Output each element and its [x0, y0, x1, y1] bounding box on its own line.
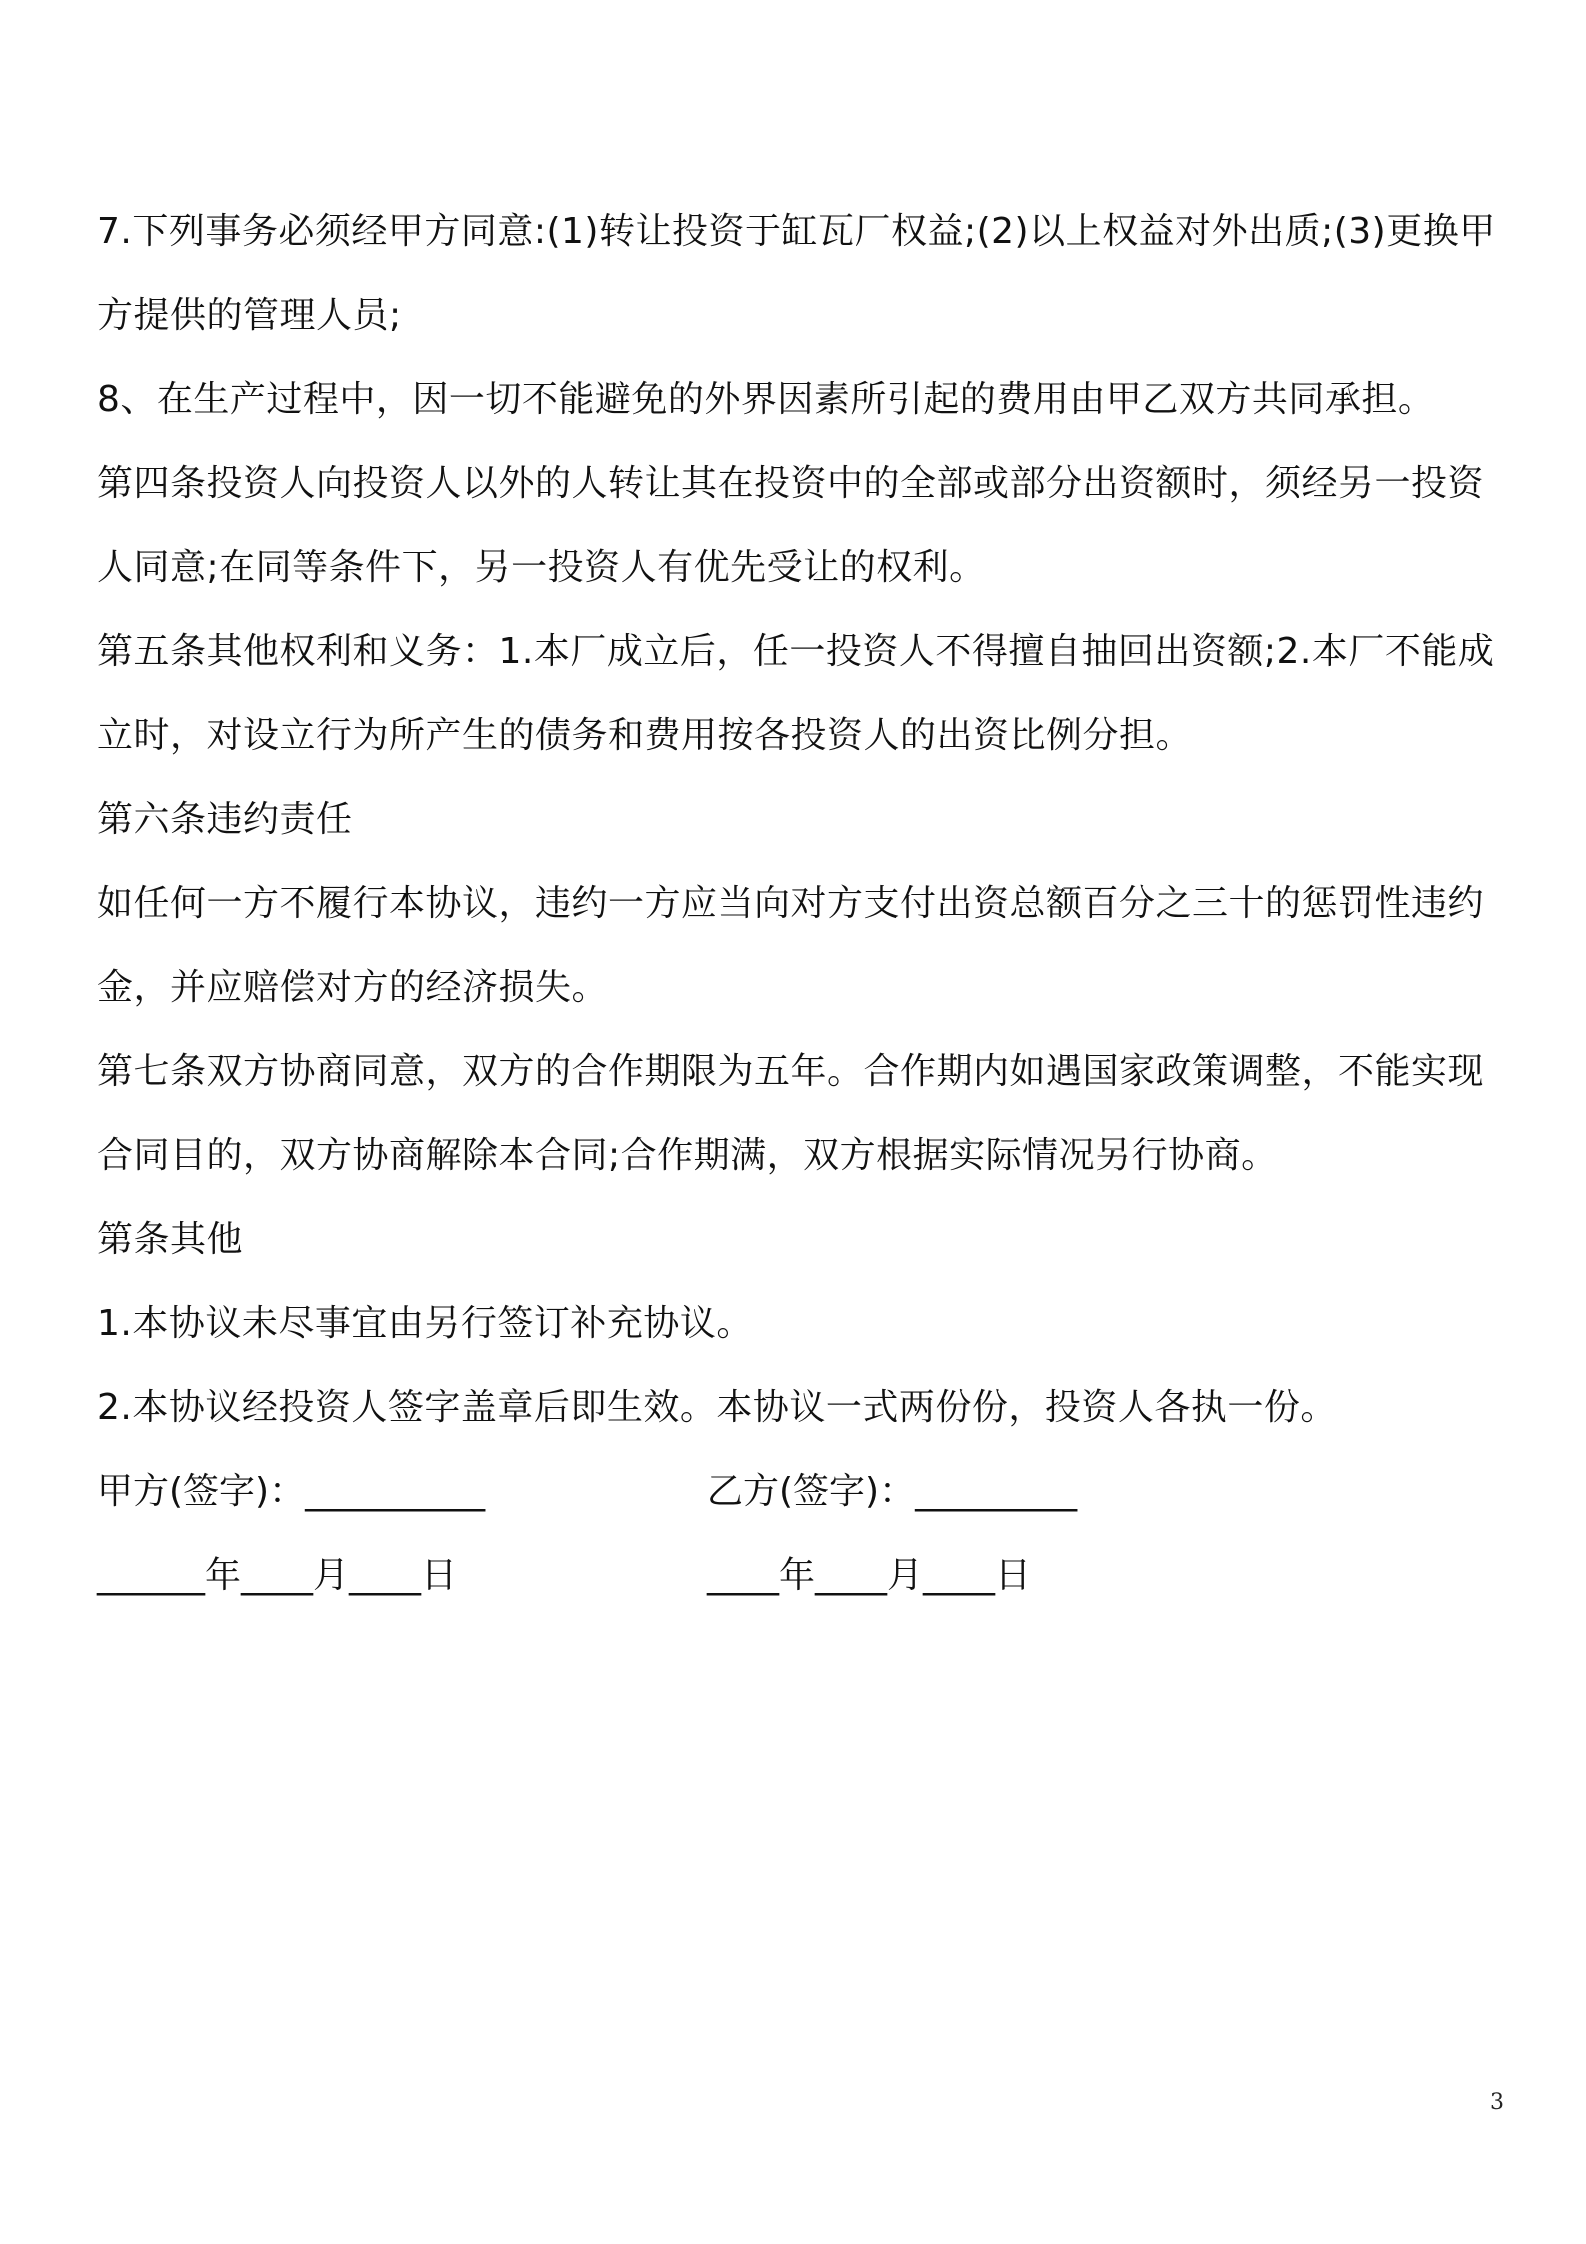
article-other-heading: 第条其他 [97, 1219, 244, 1260]
article-6-heading: 第六条违约责任 [97, 799, 353, 840]
other-item-2: 2.本协议经投资人签字盖章后即生效。本协议一式两份份，投资人各执一份。 [97, 1387, 1337, 1428]
party-b-date: ____年____月____日 [707, 1555, 1032, 1596]
document-body [97, 190, 1517, 1618]
signature-row [97, 1450, 1517, 1534]
party-b-signature: 乙方(签字)：_________ [707, 1471, 1078, 1512]
clause-7-matters-requiring-consent: 7.下列事务必须经甲方同意:(1)转让投资于缸瓦厂权益;(2)以上权益对外出质;(3)更换甲方提供的管理人员; [97, 211, 1496, 336]
party-a-signature: 甲方(签字)：__________ [97, 1471, 486, 1512]
party-a-date: ______年____月____日 [97, 1555, 457, 1596]
page-number: 3 [1490, 2090, 1504, 2115]
other-item-1: 1.本协议未尽事宜由另行签订补充协议。 [97, 1303, 753, 1344]
article-7-cooperation-term: 第七条双方协商同意，双方的合作期限为五年。合作期内如遇国家政策调整，不能实现合同目的，双方协商解除本合同;合作期满，双方根据实际情况另行协商。 [97, 1051, 1485, 1176]
date-row [97, 1534, 1517, 1618]
article-6-breach-liability: 如任何一方不履行本协议，违约一方应当向对方支付出资总额百分之三十的惩罚性违约金，并应赔偿对方的经济损失。 [97, 883, 1485, 1008]
clause-8-shared-costs: 8、在生产过程中，因一切不能避免的外界因素所引起的费用由甲乙双方共同承担。 [97, 379, 1435, 420]
article-5-rights-obligations: 第五条其他权利和义务：1.本厂成立后，任一投资人不得擅自抽回出资额;2.本厂不能成立时，对设立行为所产生的债务和费用按各投资人的出资比例分担。 [97, 631, 1495, 756]
article-4-transfer: 第四条投资人向投资人以外的人转让其在投资中的全部或部分出资额时，须经另一投资人同意;在同等条件下，另一投资人有优先受让的权利。 [97, 463, 1485, 588]
